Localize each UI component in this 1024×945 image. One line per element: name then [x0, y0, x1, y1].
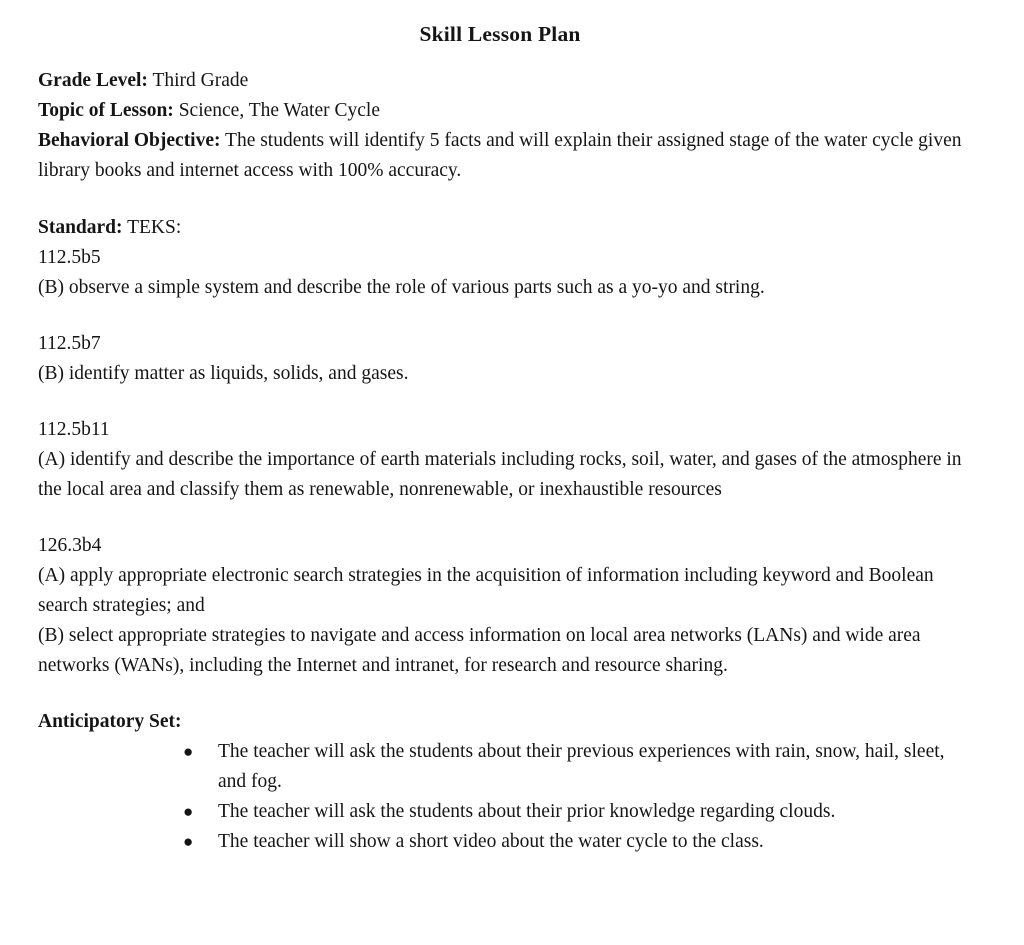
bullet-icon: ● [183, 831, 194, 851]
standard-group [38, 329, 962, 389]
list-item-text: The teacher will ask the students about their previous experiences with rain, snow, hail, sleet, and fog. [218, 740, 945, 792]
standard-item: (A) apply appropriate electronic search strategies in the acquisition of information including keyword and Boolean search strategies; and [38, 564, 934, 616]
list-item-text: The teacher will show a short video about the water cycle to the class. [218, 830, 764, 852]
spacer-between-standards [38, 389, 962, 415]
standard-item: (A) identify and describe the importance of earth materials including rocks, soil, water, and gases of the atmosphere in the local area and classify them as renewable, nonrenewable, or inexhaustible resources [38, 448, 962, 500]
field-behavioral-objective-value: The students will identify 5 facts and will explain their assigned stage of the water cycle given library books and internet access with 100% accuracy. [38, 129, 962, 181]
field-behavioral-objective-label: Behavioral Objective: [38, 129, 221, 151]
standard-code: 112.5b5 [38, 246, 101, 268]
anticipatory-set-list [38, 737, 962, 857]
field-behavioral-objective [38, 126, 962, 186]
page-title: Skill Lesson Plan [419, 22, 581, 46]
anticipatory-set-heading: Anticipatory Set: [38, 710, 182, 732]
field-topic-of-lesson-value: Science, The Water Cycle [178, 99, 380, 121]
spacer-before-anticipatory-set [38, 681, 962, 707]
standard-item: (B) identify matter as liquids, solids, and gases. [38, 362, 409, 384]
spacer-after-title [38, 48, 962, 66]
field-grade-level-value: Third Grade [152, 69, 249, 91]
standard-item: (B) select appropriate strategies to navigate and access information on local area networks (LANs) and wide area networks (WANs), including the Internet and intranet, for research and resource sharing. [38, 624, 921, 676]
standard-group [38, 415, 962, 505]
list-item [38, 737, 962, 797]
standard-group [38, 531, 962, 681]
spacer-between-standards [38, 303, 962, 329]
bullet-icon: ● [183, 801, 194, 821]
field-grade-level-label: Grade Level: [38, 69, 148, 91]
spacer-between-standards [38, 505, 962, 531]
standard-section [38, 213, 962, 681]
field-topic-of-lesson [38, 96, 962, 126]
spacer-before-standard [38, 186, 962, 213]
header-fields-block [38, 66, 962, 186]
standard-item: (B) observe a simple system and describe the role of various parts such as a yo-yo and string. [38, 276, 765, 298]
list-item [38, 797, 962, 827]
list-item-text: The teacher will ask the students about their prior knowledge regarding clouds. [218, 800, 836, 822]
field-grade-level [38, 66, 962, 96]
field-topic-of-lesson-label: Topic of Lesson: [38, 99, 174, 121]
standard-group [38, 243, 962, 303]
standard-heading [38, 213, 962, 243]
anticipatory-set-section [38, 707, 962, 857]
standard-label: Standard: [38, 216, 123, 238]
standard-code: 126.3b4 [38, 534, 102, 556]
standard-code: 112.5b7 [38, 332, 101, 354]
standard-code: 112.5b11 [38, 418, 110, 440]
standard-value: TEKS: [127, 216, 182, 238]
bullet-icon: ● [183, 741, 194, 761]
list-item [38, 827, 962, 857]
